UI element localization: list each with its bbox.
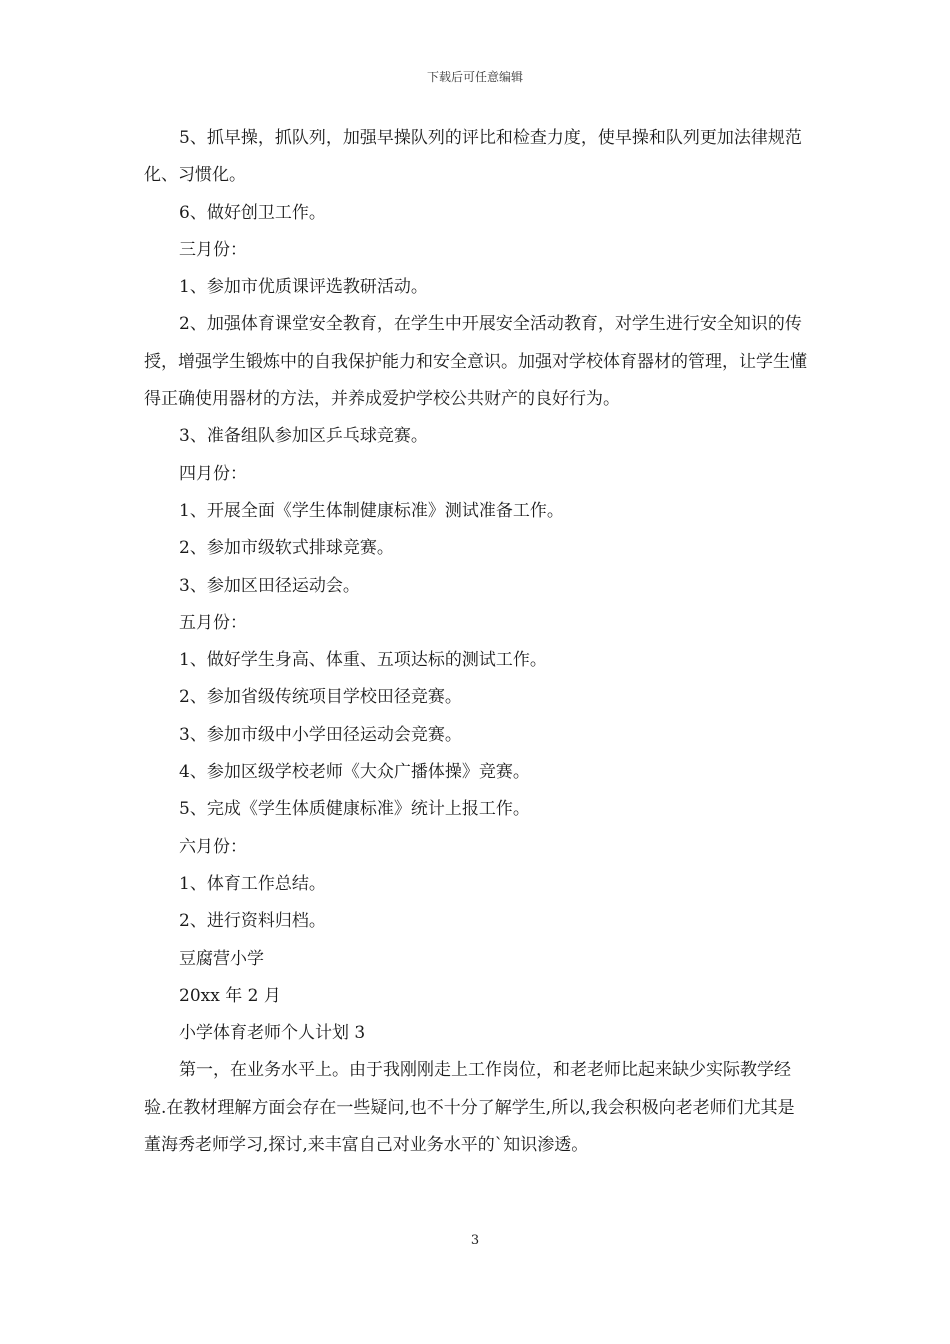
paragraph: 1、做好学生身高、体重、五项达标的测试工作。 [179, 650, 547, 671]
page-number: 3 [470, 1233, 480, 1248]
paragraph: 1、体育工作总结。 [179, 873, 326, 894]
paragraph: 第一，在业务水平上。由于我刚刚走上工作岗位，和老老师比起来缺少实际教学经验.在教材理解方面会存在一些疑问,也不十分了解学生,所以,我会积极向老老师们尤其是董海秀老师学习,探讨,来丰富自己对业务水平的`知识渗透。 [144, 1060, 795, 1156]
paragraph: 2、参加市级软式排球竞赛。 [179, 538, 394, 559]
paragraph: 3、准备组队参加区乒乓球竞赛。 [179, 426, 428, 447]
section-heading: 六月份： [179, 836, 247, 857]
signature-school: 豆腐营小学 [179, 948, 264, 969]
paragraph: 2、参加省级传统项目学校田径竞赛。 [179, 687, 462, 708]
paragraph: 1、开展全面《学生体制健康标准》测试准备工作。 [179, 500, 564, 521]
section-heading: 三月份： [179, 239, 247, 260]
paragraph: 1、参加市优质课评选教研活动。 [179, 277, 428, 298]
document-title: 小学体育老师个人计划 3 [179, 1023, 366, 1044]
document-body [144, 120, 808, 1164]
section-heading: 四月份： [179, 463, 247, 484]
paragraph: 2、进行资料归档。 [179, 911, 326, 932]
paragraph: 4、参加区级学校老师《大众广播体操》竞赛。 [179, 762, 530, 783]
paragraph: 2、加强体育课堂安全教育，在学生中开展安全活动教育，对学生进行安全知识的传授，增强学生锻炼中的自我保护能力和安全意识。加强对学校体育器材的管理，让学生懂得正确使用器材的方法，并养成爱护学校公共财产的良好行为。 [144, 314, 807, 410]
signature-date: 20xx 年 2 月 [179, 985, 281, 1006]
paragraph: 5、抓早操，抓队列，加强早操队列的评比和检查力度，使早操和队列更加法律规范化、习惯化。 [144, 128, 802, 186]
paragraph: 3、参加区田径运动会。 [179, 575, 360, 596]
page-header: 下载后可任意编辑 [426, 70, 523, 84]
section-heading: 五月份： [179, 612, 247, 633]
paragraph: 5、完成《学生体质健康标准》统计上报工作。 [179, 799, 530, 820]
paragraph: 6、做好创卫工作。 [179, 202, 326, 223]
paragraph: 3、参加市级中小学田径运动会竞赛。 [179, 724, 462, 745]
